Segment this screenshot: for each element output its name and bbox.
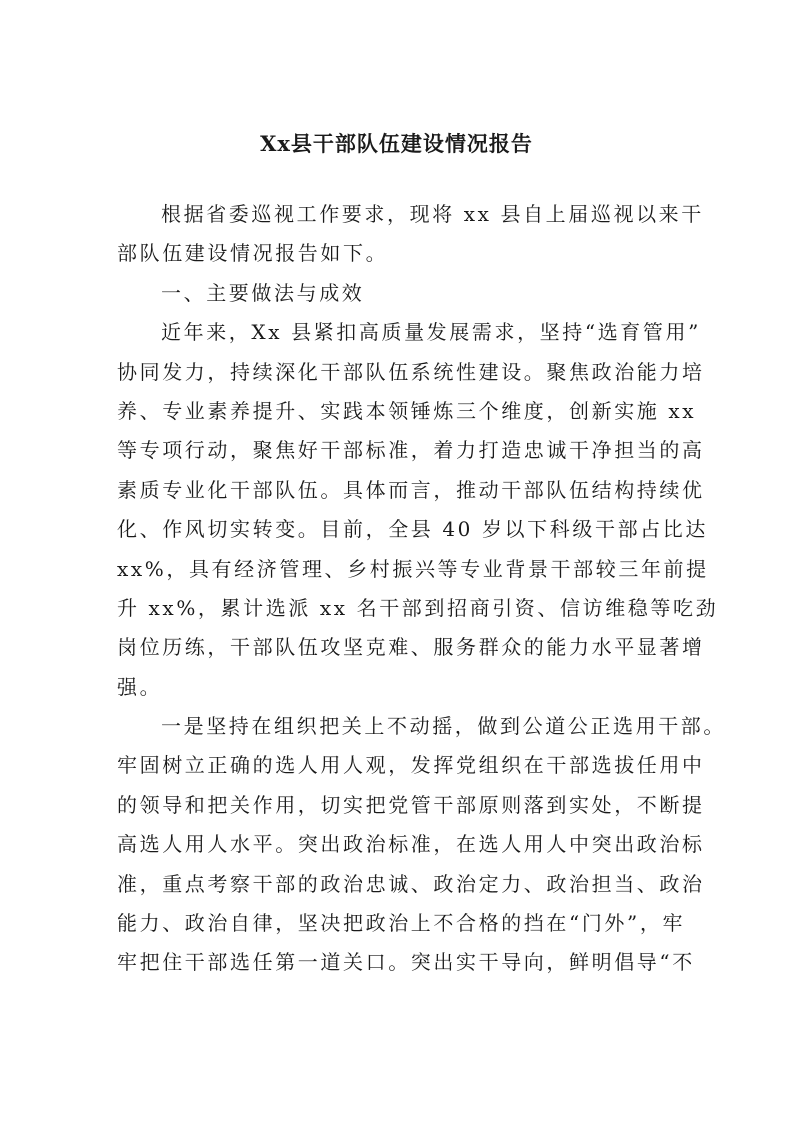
paragraph-line: 牢固树立正确的选人用人观，发挥党组织在干部选拔任用中 [117,753,705,778]
paragraph-line: 一是坚持在组织把关上不动摇，做到公道公正选用干部。 [161,714,726,739]
paragraph-line: 根据省委巡视工作要求，现将 xx 县自上届巡视以来干 [161,202,704,226]
document-body [117,195,726,983]
paragraph-line: 的领导和把关作用，切实把党管干部原则落到实处，不断提 [117,792,705,817]
paragraph-line: 岗位历练，干部队伍攻坚克难、服务群众的能力水平显著增 [117,635,705,660]
paragraph-line: 牢把住干部选任第一道关口。突出实干导向，鲜明倡导“不 [117,950,695,975]
paragraph-line: 等专项行动，聚焦好干部标准，着力打造忠诚干净担当的高 [117,438,705,463]
paragraph-line: 准，重点考察干部的政治忠诚、政治定力、政治担当、政治 [117,871,705,896]
paragraph-line: 素质专业化干部队伍。具体而言，推动干部队伍结构持续优 [117,477,705,502]
paragraph-line: 部队伍建设情况报告如下。 [117,241,389,266]
document-title: Xx县干部队伍建设情况报告 [260,131,533,156]
paragraph-line: 强。 [117,674,163,699]
paragraph-line: 升 xx%，累计选派 xx 名干部到招商引资、信访维稳等吃劲 [117,595,719,620]
paragraph-line: 高选人用人水平。突出政治标准，在选人用人中突出政治标 [117,832,705,857]
section-heading: 一、主要做法与成效 [161,280,365,305]
paragraph-line: 养、专业素养提升、实践本领锤炼三个维度，创新实施 xx [117,398,697,423]
paragraph-line: xx%，具有经济管理、乡村振兴等专业背景干部较三年前提 [117,556,709,581]
paragraph-line: 能力、政治自律，坚决把政治上不合格的挡在“门外”，牢 [117,911,686,936]
paragraph-line: 近年来，Xx 县紧扣高质量发展需求，坚持“选育管用” [161,320,701,345]
paragraph-line: 协同发力，持续深化干部队伍系统性建设。聚焦政治能力培 [117,359,705,384]
paragraph-line: 化、作风切实转变。目前，全县 40 岁以下科级干部占比达 [117,517,708,542]
